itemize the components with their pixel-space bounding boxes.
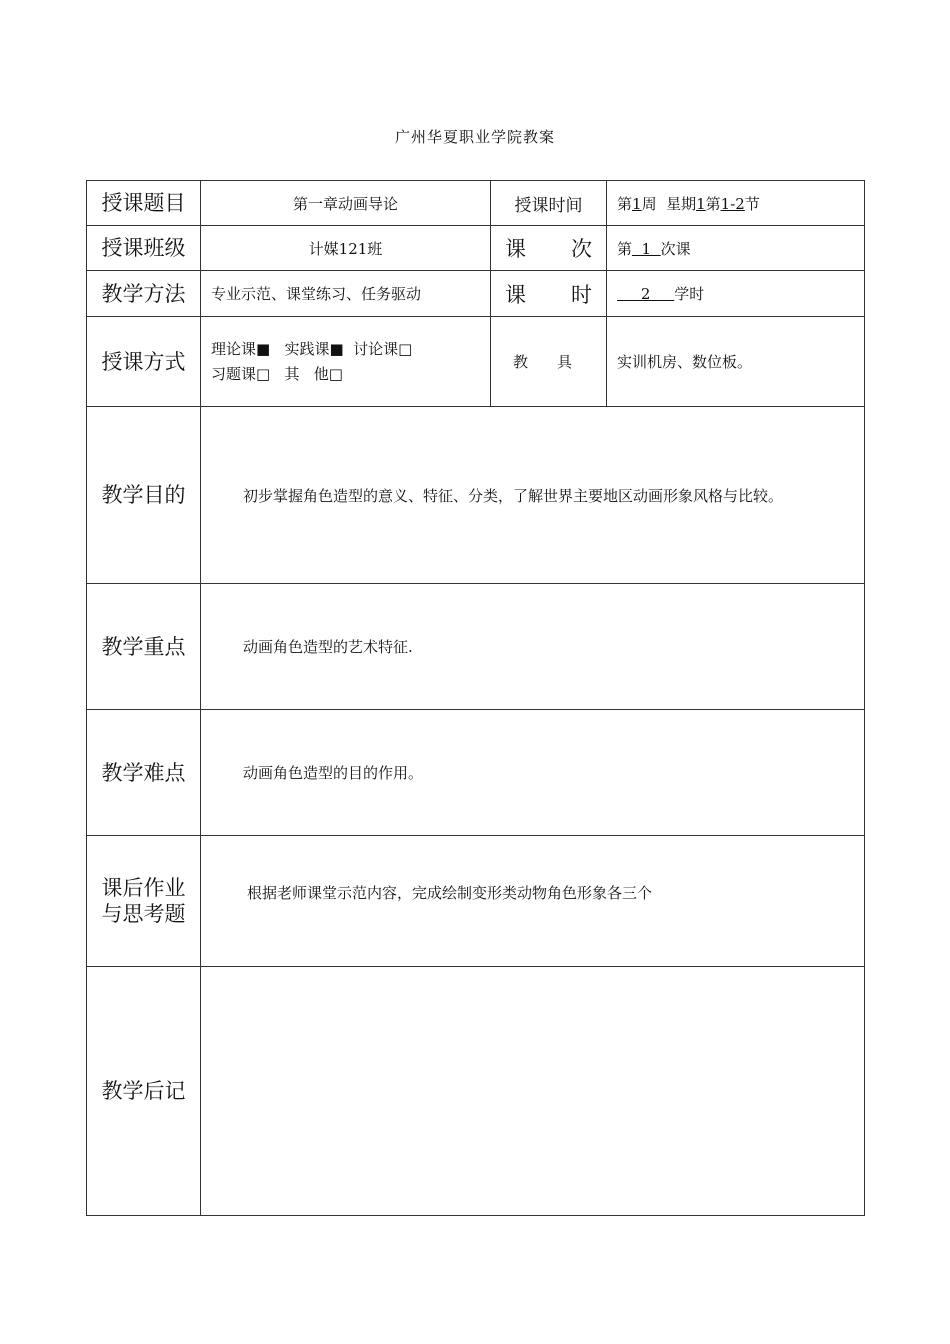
time-period-suffix: 节 xyxy=(744,194,760,213)
tools-label-a: 教 xyxy=(513,353,529,371)
session-label-b: 次 xyxy=(571,237,592,261)
row-class xyxy=(87,226,865,271)
time-label: 授课时间 xyxy=(491,181,607,226)
method-value: 专业示范、课堂练习、任务驱动 xyxy=(201,271,491,317)
row-postscript xyxy=(87,967,865,1216)
method-label: 教学方法 xyxy=(87,271,201,317)
row-objective xyxy=(87,407,865,584)
session-number: 1 xyxy=(632,239,661,258)
session-value xyxy=(607,226,865,271)
row-difficulties xyxy=(87,710,865,836)
tools-value: 实训机房、数位板。 xyxy=(607,317,865,407)
tools-label xyxy=(491,317,607,407)
postscript-label: 教学后记 xyxy=(87,967,201,1216)
difficulties-value: 动画角色造型的目的作用。 xyxy=(201,710,865,836)
session-suffix: 次课 xyxy=(660,239,691,258)
hours-label xyxy=(491,271,607,317)
hours-value xyxy=(607,271,865,317)
weekday-number: 1 xyxy=(696,194,706,213)
homework-value: 根据老师课堂示范内容，完成绘制变形类动物角色形象各三个 xyxy=(201,836,865,967)
homework-label xyxy=(87,836,201,967)
document-title: 广州华夏职业学院教案 xyxy=(394,128,555,146)
row-key-points xyxy=(87,584,865,710)
row-mode xyxy=(87,317,865,407)
hours-label-b: 时 xyxy=(571,282,592,307)
difficulties-label: 教学难点 xyxy=(87,710,201,836)
row-method xyxy=(87,271,865,317)
hours-number: 2 xyxy=(617,285,675,303)
session-prefix: 第 xyxy=(617,239,633,258)
mode-line-2: 习题课□ 其 他□ xyxy=(211,364,343,383)
row-homework xyxy=(87,836,865,967)
session-label xyxy=(491,226,607,271)
mode-line-1: 理论课■ 实践课■ 讨论课□ xyxy=(211,339,413,358)
hours-label-a: 课 xyxy=(505,282,526,307)
key-points-value: 动画角色造型的艺术特征. xyxy=(201,584,865,710)
class-value: 计媒121班 xyxy=(201,226,491,271)
objective-label: 教学目的 xyxy=(87,407,201,584)
session-label-a: 课 xyxy=(505,237,526,261)
lesson-plan-table xyxy=(86,180,865,1216)
homework-label-line-1: 课后作业 xyxy=(101,876,186,900)
class-label: 授课班级 xyxy=(87,226,201,271)
homework-label-line-2: 与思考题 xyxy=(101,902,186,926)
mode-value xyxy=(201,317,491,407)
postscript-value xyxy=(201,967,865,1216)
period-number: 1-2 xyxy=(720,194,745,213)
mode-label: 授课方式 xyxy=(87,317,201,407)
topic-value: 第一章动画导论 xyxy=(201,181,491,226)
time-period-prefix: 第 xyxy=(705,194,721,213)
tools-label-b: 具 xyxy=(556,353,572,371)
time-weekday-text: 周 星期 xyxy=(641,194,697,213)
week-number: 1 xyxy=(632,194,642,213)
hours-suffix: 学时 xyxy=(674,285,705,303)
topic-label: 授课题目 xyxy=(87,181,201,226)
time-prefix: 第 xyxy=(617,194,633,213)
row-topic xyxy=(87,181,865,226)
key-points-label: 教学重点 xyxy=(87,584,201,710)
objective-value: 初步掌握角色造型的意义、特征、分类，了解世界主要地区动画形象风格与比较。 xyxy=(201,407,865,584)
time-value xyxy=(607,181,865,226)
